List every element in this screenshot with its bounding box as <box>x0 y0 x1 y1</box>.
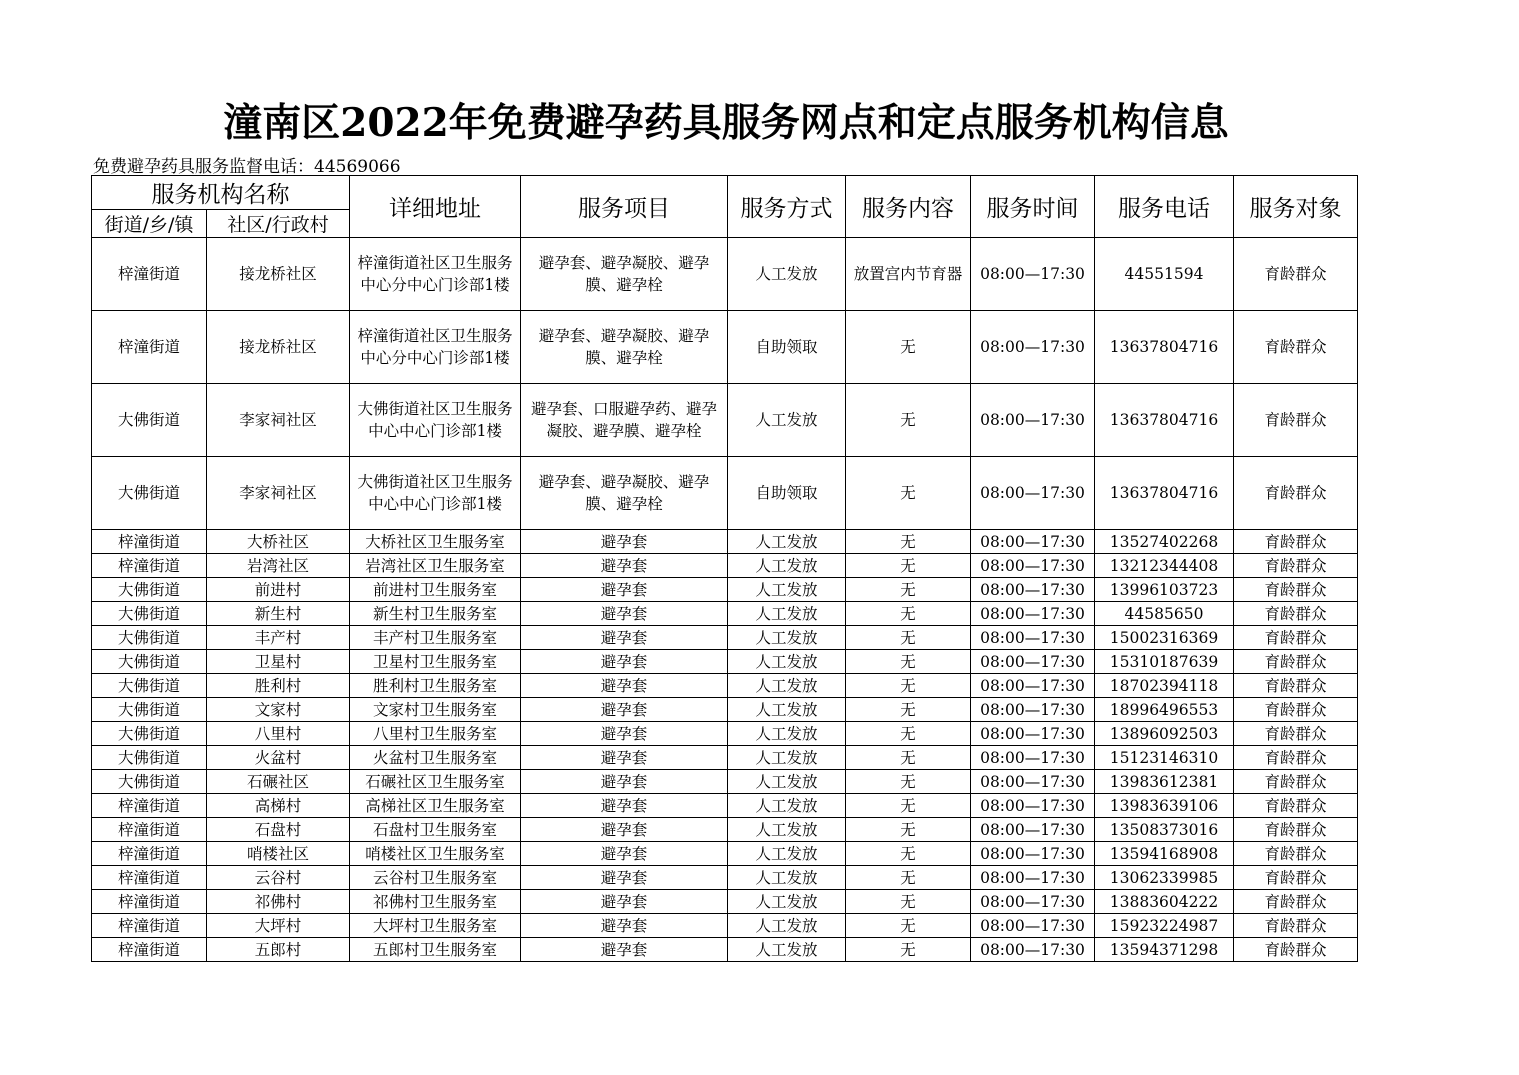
cell-items: 避孕套 <box>521 938 728 962</box>
cell-method: 人工发放 <box>728 626 846 650</box>
cell-phone: 13637804716 <box>1095 457 1234 530</box>
cell-time: 08:00—17:30 <box>971 842 1095 866</box>
cell-content: 无 <box>846 578 971 602</box>
cell-time: 08:00—17:30 <box>971 626 1095 650</box>
cell-content: 无 <box>846 384 971 457</box>
cell-content: 无 <box>846 674 971 698</box>
cell-time: 08:00—17:30 <box>971 818 1095 842</box>
cell-phone: 18702394118 <box>1095 674 1234 698</box>
cell-content: 无 <box>846 554 971 578</box>
cell-target: 育龄群众 <box>1234 311 1358 384</box>
table-row <box>92 746 1358 770</box>
cell-street: 梓潼街道 <box>92 938 207 962</box>
cell-method: 人工发放 <box>728 938 846 962</box>
cell-address: 高梯社区卫生服务室 <box>350 794 521 818</box>
cell-method: 人工发放 <box>728 554 846 578</box>
cell-content: 无 <box>846 746 971 770</box>
cell-content: 无 <box>846 602 971 626</box>
table-row <box>92 626 1358 650</box>
cell-target: 育龄群众 <box>1234 890 1358 914</box>
table-row <box>92 457 1358 530</box>
cell-community: 五郎村 <box>207 938 350 962</box>
cell-address: 大佛街道社区卫生服务中心中心门诊部1楼 <box>350 384 521 457</box>
table-row <box>92 311 1358 384</box>
cell-community: 岩湾社区 <box>207 554 350 578</box>
cell-items: 避孕套 <box>521 626 728 650</box>
cell-method: 人工发放 <box>728 578 846 602</box>
cell-method: 人工发放 <box>728 746 846 770</box>
cell-street: 梓潼街道 <box>92 530 207 554</box>
cell-time: 08:00—17:30 <box>971 238 1095 311</box>
header-method: 服务方式 <box>728 176 846 238</box>
cell-street: 梓潼街道 <box>92 311 207 384</box>
cell-target: 育龄群众 <box>1234 674 1358 698</box>
cell-address: 梓潼街道社区卫生服务中心分中心门诊部1楼 <box>350 238 521 311</box>
table-row <box>92 554 1358 578</box>
cell-phone: 13983612381 <box>1095 770 1234 794</box>
cell-street: 梓潼街道 <box>92 794 207 818</box>
table-row <box>92 794 1358 818</box>
cell-street: 大佛街道 <box>92 457 207 530</box>
cell-content: 无 <box>846 890 971 914</box>
cell-target: 育龄群众 <box>1234 722 1358 746</box>
cell-target: 育龄群众 <box>1234 818 1358 842</box>
cell-method: 人工发放 <box>728 866 846 890</box>
cell-items: 避孕套 <box>521 794 728 818</box>
cell-method: 自助领取 <box>728 311 846 384</box>
cell-phone: 13212344408 <box>1095 554 1234 578</box>
cell-time: 08:00—17:30 <box>971 698 1095 722</box>
cell-method: 人工发放 <box>728 722 846 746</box>
cell-target: 育龄群众 <box>1234 650 1358 674</box>
header-phone: 服务电话 <box>1095 176 1234 238</box>
cell-items: 避孕套 <box>521 578 728 602</box>
table-row <box>92 722 1358 746</box>
cell-address: 卫星村卫生服务室 <box>350 650 521 674</box>
cell-community: 高梯村 <box>207 794 350 818</box>
table-row <box>92 890 1358 914</box>
cell-phone: 44551594 <box>1095 238 1234 311</box>
cell-method: 人工发放 <box>728 674 846 698</box>
cell-phone: 15002316369 <box>1095 626 1234 650</box>
cell-method: 人工发放 <box>728 650 846 674</box>
cell-address: 文家村卫生服务室 <box>350 698 521 722</box>
cell-method: 人工发放 <box>728 914 846 938</box>
cell-content: 无 <box>846 818 971 842</box>
cell-time: 08:00—17:30 <box>971 530 1095 554</box>
cell-target: 育龄群众 <box>1234 602 1358 626</box>
cell-street: 大佛街道 <box>92 722 207 746</box>
cell-street: 梓潼街道 <box>92 554 207 578</box>
cell-target: 育龄群众 <box>1234 578 1358 602</box>
cell-content: 无 <box>846 698 971 722</box>
header-row <box>92 176 1358 210</box>
cell-community: 祁佛村 <box>207 890 350 914</box>
cell-content: 无 <box>846 650 971 674</box>
cell-address: 岩湾社区卫生服务室 <box>350 554 521 578</box>
cell-address: 丰产村卫生服务室 <box>350 626 521 650</box>
cell-address: 祁佛村卫生服务室 <box>350 890 521 914</box>
cell-method: 人工发放 <box>728 698 846 722</box>
cell-method: 人工发放 <box>728 890 846 914</box>
cell-time: 08:00—17:30 <box>971 602 1095 626</box>
cell-address: 梓潼街道社区卫生服务中心分中心门诊部1楼 <box>350 311 521 384</box>
cell-phone: 13527402268 <box>1095 530 1234 554</box>
cell-time: 08:00—17:30 <box>971 722 1095 746</box>
cell-street: 梓潼街道 <box>92 818 207 842</box>
cell-phone: 13996103723 <box>1095 578 1234 602</box>
cell-items: 避孕套 <box>521 866 728 890</box>
supervision-hotline: 免费避孕药具服务监督电话：44569066 <box>93 157 401 177</box>
cell-target: 育龄群众 <box>1234 698 1358 722</box>
cell-items: 避孕套 <box>521 602 728 626</box>
cell-content: 无 <box>846 530 971 554</box>
header-org-name: 服务机构名称 <box>92 176 350 210</box>
cell-community: 接龙桥社区 <box>207 238 350 311</box>
cell-address: 新生村卫生服务室 <box>350 602 521 626</box>
cell-address: 哨楼社区卫生服务室 <box>350 842 521 866</box>
cell-content: 无 <box>846 770 971 794</box>
cell-street: 梓潼街道 <box>92 866 207 890</box>
cell-items: 避孕套 <box>521 890 728 914</box>
cell-community: 云谷村 <box>207 866 350 890</box>
cell-target: 育龄群众 <box>1234 626 1358 650</box>
cell-community: 卫星村 <box>207 650 350 674</box>
cell-items: 避孕套 <box>521 770 728 794</box>
cell-phone: 13594371298 <box>1095 938 1234 962</box>
cell-street: 梓潼街道 <box>92 890 207 914</box>
page-title: 潼南区2022年免费避孕药具服务网点和定点服务机构信息 <box>223 100 1229 146</box>
cell-time: 08:00—17:30 <box>971 650 1095 674</box>
cell-community: 八里村 <box>207 722 350 746</box>
cell-time: 08:00—17:30 <box>971 554 1095 578</box>
cell-community: 李家祠社区 <box>207 384 350 457</box>
cell-items: 避孕套 <box>521 650 728 674</box>
cell-phone: 13594168908 <box>1095 842 1234 866</box>
cell-items: 避孕套 <box>521 746 728 770</box>
table-row <box>92 842 1358 866</box>
cell-time: 08:00—17:30 <box>971 311 1095 384</box>
cell-method: 自助领取 <box>728 457 846 530</box>
cell-address: 大坪村卫生服务室 <box>350 914 521 938</box>
cell-community: 大桥社区 <box>207 530 350 554</box>
table-row <box>92 578 1358 602</box>
cell-time: 08:00—17:30 <box>971 578 1095 602</box>
cell-street: 大佛街道 <box>92 626 207 650</box>
cell-time: 08:00—17:30 <box>971 384 1095 457</box>
cell-time: 08:00—17:30 <box>971 866 1095 890</box>
cell-street: 梓潼街道 <box>92 914 207 938</box>
cell-target: 育龄群众 <box>1234 554 1358 578</box>
cell-method: 人工发放 <box>728 530 846 554</box>
cell-street: 大佛街道 <box>92 674 207 698</box>
cell-address: 八里村卫生服务室 <box>350 722 521 746</box>
cell-content: 无 <box>846 722 971 746</box>
cell-items: 避孕套 <box>521 530 728 554</box>
cell-phone: 15923224987 <box>1095 914 1234 938</box>
cell-content: 无 <box>846 938 971 962</box>
cell-phone: 13508373016 <box>1095 818 1234 842</box>
cell-target: 育龄群众 <box>1234 770 1358 794</box>
header-time: 服务时间 <box>971 176 1095 238</box>
cell-community: 大坪村 <box>207 914 350 938</box>
cell-method: 人工发放 <box>728 794 846 818</box>
table-row <box>92 238 1358 311</box>
cell-content: 无 <box>846 794 971 818</box>
cell-street: 大佛街道 <box>92 602 207 626</box>
cell-phone: 44585650 <box>1095 602 1234 626</box>
cell-phone: 13637804716 <box>1095 384 1234 457</box>
cell-street: 大佛街道 <box>92 698 207 722</box>
cell-address: 大桥社区卫生服务室 <box>350 530 521 554</box>
cell-community: 石盘村 <box>207 818 350 842</box>
header-community: 社区/行政村 <box>207 210 350 238</box>
cell-items: 避孕套 <box>521 554 728 578</box>
cell-target: 育龄群众 <box>1234 914 1358 938</box>
cell-community: 火盆村 <box>207 746 350 770</box>
cell-time: 08:00—17:30 <box>971 457 1095 530</box>
cell-items: 避孕套、避孕凝胶、避孕膜、避孕栓 <box>521 457 728 530</box>
cell-phone: 15310187639 <box>1095 650 1234 674</box>
service-table <box>91 175 1358 962</box>
cell-method: 人工发放 <box>728 770 846 794</box>
cell-phone: 13896092503 <box>1095 722 1234 746</box>
cell-address: 云谷村卫生服务室 <box>350 866 521 890</box>
cell-items: 避孕套、避孕凝胶、避孕膜、避孕栓 <box>521 238 728 311</box>
cell-items: 避孕套 <box>521 674 728 698</box>
cell-method: 人工发放 <box>728 842 846 866</box>
cell-address: 火盆村卫生服务室 <box>350 746 521 770</box>
cell-method: 人工发放 <box>728 602 846 626</box>
cell-content: 无 <box>846 457 971 530</box>
cell-address: 五郎村卫生服务室 <box>350 938 521 962</box>
table-row <box>92 818 1358 842</box>
cell-street: 梓潼街道 <box>92 238 207 311</box>
cell-method: 人工发放 <box>728 238 846 311</box>
cell-items: 避孕套、避孕凝胶、避孕膜、避孕栓 <box>521 311 728 384</box>
cell-time: 08:00—17:30 <box>971 890 1095 914</box>
cell-time: 08:00—17:30 <box>971 770 1095 794</box>
cell-time: 08:00—17:30 <box>971 794 1095 818</box>
cell-content: 无 <box>846 914 971 938</box>
cell-content: 无 <box>846 626 971 650</box>
cell-address: 石盘村卫生服务室 <box>350 818 521 842</box>
cell-target: 育龄群众 <box>1234 866 1358 890</box>
cell-items: 避孕套 <box>521 842 728 866</box>
header-street: 街道/乡/镇 <box>92 210 207 238</box>
cell-method: 人工发放 <box>728 818 846 842</box>
cell-phone: 13637804716 <box>1095 311 1234 384</box>
cell-community: 哨楼社区 <box>207 842 350 866</box>
table-row <box>92 602 1358 626</box>
header-items: 服务项目 <box>521 176 728 238</box>
cell-content: 无 <box>846 866 971 890</box>
header-content: 服务内容 <box>846 176 971 238</box>
cell-target: 育龄群众 <box>1234 457 1358 530</box>
cell-phone: 13062339985 <box>1095 866 1234 890</box>
cell-items: 避孕套 <box>521 818 728 842</box>
cell-phone: 13983639106 <box>1095 794 1234 818</box>
cell-community: 前进村 <box>207 578 350 602</box>
table-row <box>92 384 1358 457</box>
cell-items: 避孕套 <box>521 914 728 938</box>
cell-street: 大佛街道 <box>92 650 207 674</box>
cell-street: 大佛街道 <box>92 770 207 794</box>
cell-phone: 15123146310 <box>1095 746 1234 770</box>
table-row <box>92 866 1358 890</box>
cell-address: 前进村卫生服务室 <box>350 578 521 602</box>
cell-community: 石碾社区 <box>207 770 350 794</box>
header-target: 服务对象 <box>1234 176 1358 238</box>
cell-items: 避孕套、口服避孕药、避孕凝胶、避孕膜、避孕栓 <box>521 384 728 457</box>
cell-items: 避孕套 <box>521 722 728 746</box>
cell-method: 人工发放 <box>728 384 846 457</box>
cell-target: 育龄群众 <box>1234 842 1358 866</box>
table-row <box>92 650 1358 674</box>
cell-street: 大佛街道 <box>92 384 207 457</box>
cell-community: 新生村 <box>207 602 350 626</box>
cell-address: 石碾社区卫生服务室 <box>350 770 521 794</box>
table-row <box>92 938 1358 962</box>
cell-street: 大佛街道 <box>92 746 207 770</box>
cell-phone: 13883604222 <box>1095 890 1234 914</box>
cell-community: 丰产村 <box>207 626 350 650</box>
cell-target: 育龄群众 <box>1234 384 1358 457</box>
table-row <box>92 674 1358 698</box>
cell-content: 无 <box>846 311 971 384</box>
cell-target: 育龄群众 <box>1234 238 1358 311</box>
cell-time: 08:00—17:30 <box>971 746 1095 770</box>
cell-community: 胜利村 <box>207 674 350 698</box>
cell-street: 大佛街道 <box>92 578 207 602</box>
cell-community: 接龙桥社区 <box>207 311 350 384</box>
cell-content: 无 <box>846 842 971 866</box>
cell-phone: 18996496553 <box>1095 698 1234 722</box>
cell-address: 大佛街道社区卫生服务中心中心门诊部1楼 <box>350 457 521 530</box>
cell-target: 育龄群众 <box>1234 746 1358 770</box>
cell-time: 08:00—17:30 <box>971 674 1095 698</box>
cell-items: 避孕套 <box>521 698 728 722</box>
cell-time: 08:00—17:30 <box>971 938 1095 962</box>
header-address: 详细地址 <box>350 176 521 238</box>
cell-target: 育龄群众 <box>1234 530 1358 554</box>
cell-content: 放置宫内节育器 <box>846 238 971 311</box>
table-row <box>92 770 1358 794</box>
cell-target: 育龄群众 <box>1234 794 1358 818</box>
cell-community: 李家祠社区 <box>207 457 350 530</box>
cell-address: 胜利村卫生服务室 <box>350 674 521 698</box>
table-row <box>92 698 1358 722</box>
cell-time: 08:00—17:30 <box>971 914 1095 938</box>
cell-street: 梓潼街道 <box>92 842 207 866</box>
cell-target: 育龄群众 <box>1234 938 1358 962</box>
table-row <box>92 530 1358 554</box>
cell-community: 文家村 <box>207 698 350 722</box>
table-row <box>92 914 1358 938</box>
